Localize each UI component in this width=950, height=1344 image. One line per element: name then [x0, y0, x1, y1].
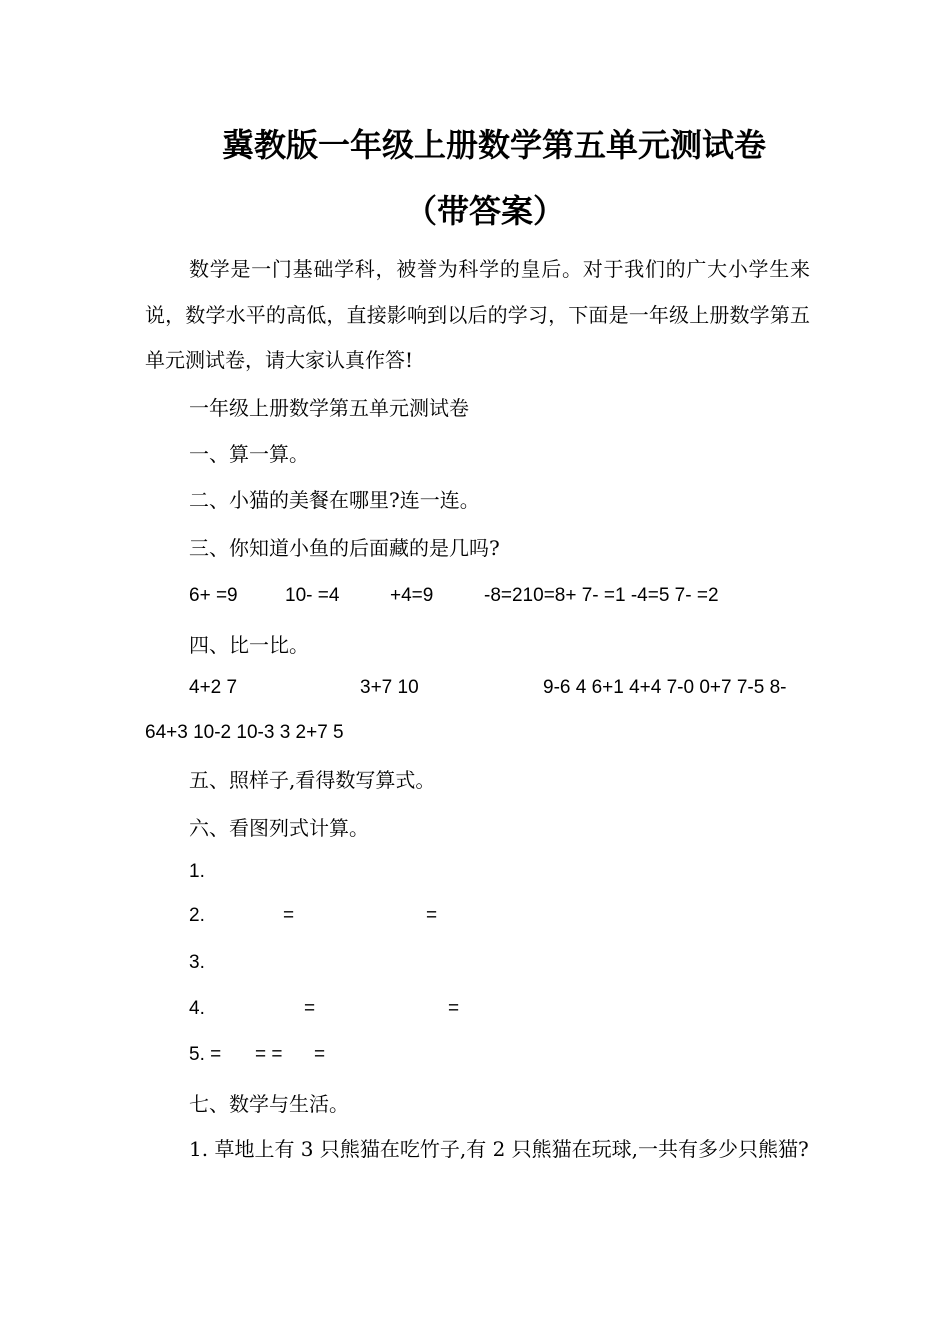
comparison: 9-6 4 6+1 4+4 7-0 0+7 7-5 8-	[543, 677, 787, 698]
equation: +4=9	[390, 585, 434, 606]
section-7-heading: 七、数学与生活。	[189, 1092, 349, 1116]
equals-sign: =	[314, 1044, 326, 1065]
section-6-heading: 六、看图列式计算。	[189, 816, 369, 840]
section-4-heading: 四、比一比。	[189, 633, 309, 657]
document-title-suffix: （带答案）	[405, 192, 566, 230]
equation: 10- =4	[285, 585, 340, 606]
section-4-row-2: 64+3 10-2 10-3 3 2+7 5	[145, 722, 344, 743]
section-5-heading: 五、照样子,看得数写算式。	[189, 768, 436, 792]
section-2-heading: 二、小猫的美餐在哪里?连一连。	[189, 488, 480, 512]
item-number: 2.	[189, 905, 205, 926]
section-3-heading: 三、你知道小鱼的后面藏的是几吗?	[189, 536, 500, 560]
section-4-row-1	[0, 674, 950, 702]
comparison: 4+2 7	[189, 677, 238, 698]
item-2	[0, 902, 950, 930]
equals-sign: =	[304, 998, 316, 1019]
item-number: 5. =	[189, 1044, 222, 1065]
item-4	[0, 995, 950, 1023]
intro-paragraph: 数学是一门基础学科，被誉为科学的皇后。对于我们的广大小学生来说，数学水平的高低，直接影响到以后的学习，下面是一年级上册数学第五单元测试卷，请大家认真作答!	[145, 257, 810, 372]
equals-sign: =	[448, 998, 460, 1019]
comparison: 3+7 10	[360, 677, 419, 698]
section-3-equations	[0, 582, 950, 610]
equals-sign: =	[426, 905, 438, 926]
item-1: 1.	[189, 861, 205, 882]
document-title: 冀教版一年级上册数学第五单元测试卷	[222, 126, 767, 164]
equation: -8=210=8+ 7- =1 -4=5 7- =2	[484, 585, 719, 606]
equation: 6+ =9	[189, 585, 238, 606]
section-7-question-1: 1. 草地上有 3 只熊猫在吃竹子,有 2 只熊猫在玩球,一共有多少只熊猫?	[189, 1137, 809, 1161]
section-1-heading: 一、算一算。	[189, 442, 309, 466]
equals-sign: =	[283, 905, 295, 926]
equals-signs: = =	[255, 1044, 283, 1065]
item-3: 3.	[189, 952, 205, 973]
item-5	[0, 1041, 950, 1069]
item-number: 4.	[189, 998, 205, 1019]
subtitle: 一年级上册数学第五单元测试卷	[189, 396, 469, 420]
